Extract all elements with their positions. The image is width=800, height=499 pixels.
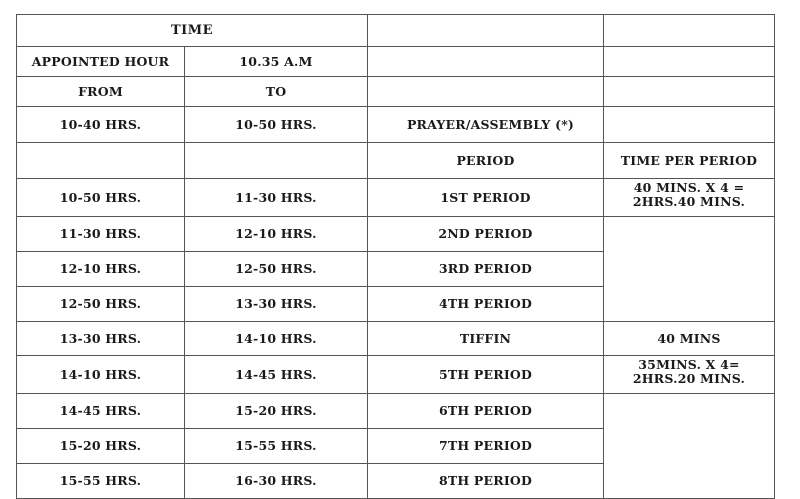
period-name: 8TH PERIOD bbox=[368, 464, 604, 499]
period-from: 12-50 HRS. bbox=[17, 287, 185, 322]
afternoon-note-line1: 35MINS. X 4= bbox=[638, 357, 740, 372]
period-from: 10-50 HRS. bbox=[17, 179, 185, 217]
prayer-from: 10-40 HRS. bbox=[17, 107, 185, 143]
period-from: 15-55 HRS. bbox=[17, 464, 185, 499]
empty-cell bbox=[604, 394, 775, 499]
empty-cell bbox=[604, 77, 775, 107]
empty-cell bbox=[604, 107, 775, 143]
period-from: 12-10 HRS. bbox=[17, 252, 185, 287]
time-heading: TIME bbox=[17, 15, 368, 47]
period-from: 14-10 HRS. bbox=[17, 356, 185, 394]
period-to: 15-20 HRS. bbox=[185, 394, 368, 429]
morning-duration-note bbox=[604, 179, 775, 217]
period-to: 16-30 HRS. bbox=[185, 464, 368, 499]
period-from: 13-30 HRS. bbox=[17, 322, 185, 356]
empty-cell bbox=[185, 143, 368, 179]
morning-note-line1: 40 MINS. X 4 = bbox=[633, 180, 745, 195]
period-from: 14-45 HRS. bbox=[17, 394, 185, 429]
morning-note-line2: 2HRS.40 MINS. bbox=[632, 194, 746, 209]
timetable-sheet bbox=[16, 14, 774, 488]
empty-cell bbox=[604, 15, 775, 47]
period-to: 12-50 HRS. bbox=[185, 252, 368, 287]
prayer-to: 10-50 HRS. bbox=[185, 107, 368, 143]
table-row bbox=[17, 143, 775, 179]
table-row bbox=[17, 107, 775, 143]
empty-cell bbox=[368, 15, 604, 47]
empty-cell bbox=[17, 143, 185, 179]
period-to: 14-45 HRS. bbox=[185, 356, 368, 394]
table-row bbox=[17, 356, 775, 394]
period-from: 15-20 HRS. bbox=[17, 429, 185, 464]
from-heading: FROM bbox=[17, 77, 185, 107]
period-name: 3RD PERIOD bbox=[368, 252, 604, 287]
table-row bbox=[17, 179, 775, 217]
period-name: 1ST PERIOD bbox=[368, 179, 604, 217]
appointed-hour-value: 10.35 A.M bbox=[185, 47, 368, 77]
period-to: 14-10 HRS. bbox=[185, 322, 368, 356]
prayer-assembly-label: PRAYER/ASSEMBLY (*) bbox=[368, 107, 604, 143]
tiffin-duration: 40 MINS bbox=[604, 322, 775, 356]
table-row bbox=[17, 77, 775, 107]
table-row bbox=[17, 322, 775, 356]
table-row bbox=[17, 394, 775, 429]
table-row bbox=[17, 15, 775, 47]
period-to: 12-10 HRS. bbox=[185, 217, 368, 252]
to-heading: TO bbox=[185, 77, 368, 107]
afternoon-note-line2: 2HRS.20 MINS. bbox=[632, 371, 746, 386]
period-name: 6TH PERIOD bbox=[368, 394, 604, 429]
period-name: TIFFIN bbox=[368, 322, 604, 356]
period-to: 15-55 HRS. bbox=[185, 429, 368, 464]
period-to: 11-30 HRS. bbox=[185, 179, 368, 217]
period-heading: PERIOD bbox=[368, 143, 604, 179]
table-row bbox=[17, 217, 775, 252]
period-name: 5TH PERIOD bbox=[368, 356, 604, 394]
period-name: 7TH PERIOD bbox=[368, 429, 604, 464]
period-name: 4TH PERIOD bbox=[368, 287, 604, 322]
period-name: 2ND PERIOD bbox=[368, 217, 604, 252]
period-from: 11-30 HRS. bbox=[17, 217, 185, 252]
empty-cell bbox=[368, 47, 604, 77]
period-to: 13-30 HRS. bbox=[185, 287, 368, 322]
table-row bbox=[17, 47, 775, 77]
time-per-period-heading: TIME PER PERIOD bbox=[604, 143, 775, 179]
empty-cell bbox=[368, 77, 604, 107]
empty-cell bbox=[604, 217, 775, 322]
appointed-hour-label: APPOINTED HOUR bbox=[17, 47, 185, 77]
empty-cell bbox=[604, 47, 775, 77]
afternoon-duration-note bbox=[604, 356, 775, 394]
timetable bbox=[16, 14, 775, 499]
